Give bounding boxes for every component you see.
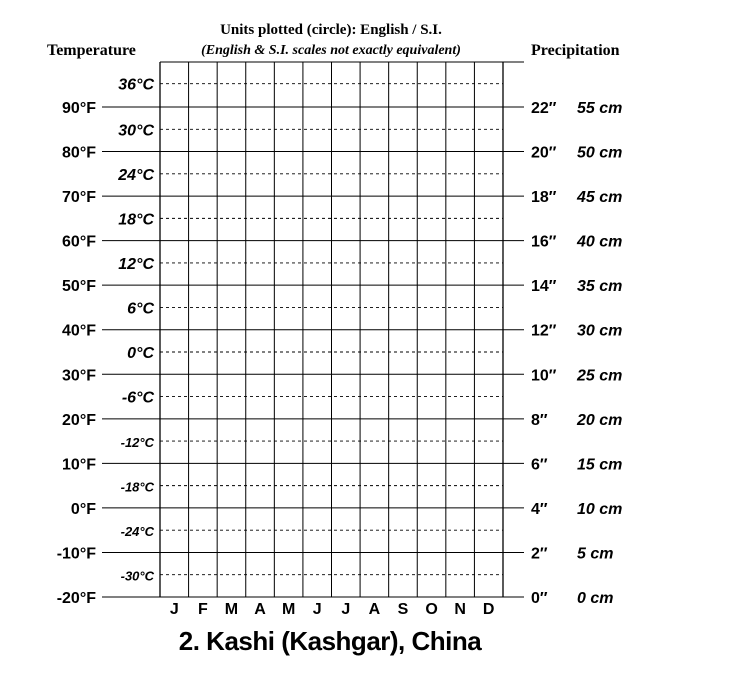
cm-tick-label: 10 cm [577,500,623,518]
celsius-tick-label: -30°C [120,568,154,584]
fahrenheit-tick-label: 50°F [62,278,96,296]
month-label: F [197,601,208,618]
plot-grid [102,62,524,597]
celsius-tick-label: 30°C [118,122,154,140]
celsius-tick-label: 24°C [118,166,154,184]
celsius-tick-label: -6°C [121,389,154,407]
units-plotted-line: Units plotted (circle): English / S.I. [220,22,442,38]
inch-tick-label: 18″ [531,189,557,207]
cm-tick-label: 35 cm [577,278,623,296]
cm-tick-label: 5 cm [577,545,614,563]
inch-tick-label: 22″ [531,100,557,117]
month-label: J [169,601,179,618]
inch-tick-label: 16″ [531,233,557,251]
celsius-tick-label: -24°C [120,524,154,540]
cm-tick-label: 0 cm [577,590,614,607]
fahrenheit-tick-label: -10°F [56,545,96,563]
month-label: A [254,601,266,618]
month-label: J [341,601,351,618]
month-label: J [312,601,322,618]
cm-tick-label: 50 cm [577,144,623,162]
fahrenheit-tick-label: 10°F [62,456,96,474]
fahrenheit-tick-label: -20°F [56,590,96,607]
month-label: S [397,601,409,618]
inch-tick-label: 10″ [531,367,557,385]
inch-tick-label: 8″ [531,411,548,429]
celsius-tick-label: 18°C [118,211,154,229]
scales-note-line: (English & S.I. scales not exactly equivalent) [201,43,461,58]
cm-tick-label: 30 cm [577,322,623,340]
fahrenheit-tick-label: 20°F [62,411,96,429]
fahrenheit-tick-label: 90°F [62,100,96,117]
fahrenheit-tick-label: 70°F [62,189,96,207]
inch-tick-label: 6″ [531,456,548,474]
celsius-tick-label: -18°C [120,479,154,495]
temperature-axis-title: Temperature [47,42,136,59]
cm-tick-label: 45 cm [577,189,623,207]
celsius-tick-label: 6°C [127,300,154,318]
celsius-tick-label: 36°C [118,76,154,94]
fahrenheit-tick-label: 80°F [62,144,96,162]
cm-tick-label: 40 cm [577,233,623,251]
month-label: M [281,601,296,618]
fahrenheit-tick-label: 40°F [62,322,96,340]
month-label: N [454,601,466,618]
fahrenheit-tick-label: 30°F [62,367,96,385]
cm-tick-label: 25 cm [577,367,623,385]
inch-tick-label: 0″ [531,590,548,607]
month-label: M [224,601,239,618]
cm-tick-label: 55 cm [577,100,623,117]
celsius-tick-label: -12°C [120,435,154,451]
month-label: A [368,601,381,618]
axis-labels [57,77,623,618]
celsius-tick-label: 12°C [118,255,154,273]
inch-tick-label: 4″ [531,500,548,518]
celsius-tick-label: 0°C [127,345,154,362]
inch-tick-label: 2″ [531,545,548,563]
cm-tick-label: 20 cm [577,411,623,429]
month-label: D [482,601,495,618]
month-label: O [425,601,438,618]
cm-tick-label: 15 cm [577,456,623,474]
inch-tick-label: 14″ [531,278,557,296]
fahrenheit-tick-label: 0°F [70,500,96,518]
precipitation-axis-title: Precipitation [531,42,620,59]
fahrenheit-tick-label: 60°F [62,233,96,251]
inch-tick-label: 20″ [531,144,557,162]
station-title: 2. Kashi (Kashgar), China [178,626,482,656]
inch-tick-label: 12″ [531,322,557,340]
